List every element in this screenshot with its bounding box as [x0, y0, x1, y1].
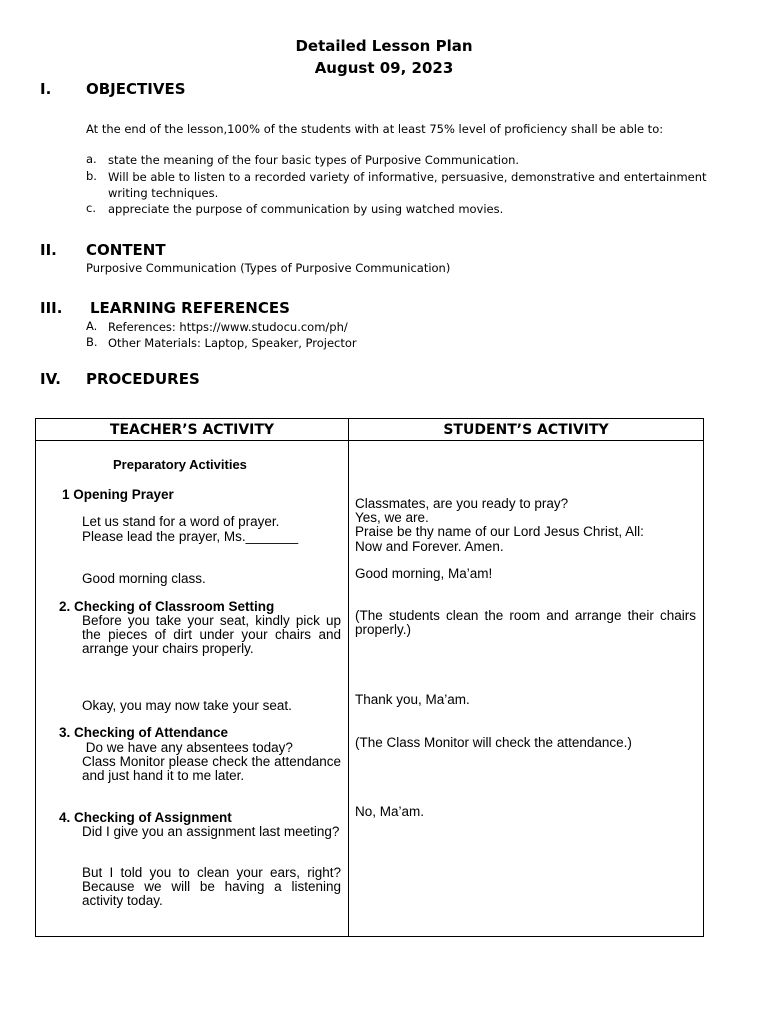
student-greeting: Good morning, Ma’am!: [355, 566, 493, 581]
reference-marker: A.: [86, 319, 98, 333]
preparatory-activities-heading: Preparatory Activities: [113, 457, 247, 472]
attendance-heading: 3. Checking of Attendance: [59, 725, 229, 740]
student-activity-header: STUDENT’S ACTIVITY: [349, 419, 704, 441]
student-yes-line: Yes, we are.: [355, 510, 429, 525]
student-ready-line: Classmates, are you ready to pray?: [355, 496, 569, 511]
student-praise-line: Praise be thy name of our Lord Jesus Christ, All:: [355, 524, 644, 539]
objectives-intro: At the end of the lesson,100% of the students with at least 75% level of proficiency shall be able to:: [86, 122, 664, 136]
section-number-procedures: IV.: [40, 370, 61, 388]
student-praise-line: Now and Forever. Amen.: [355, 539, 504, 554]
section-number-content: II.: [40, 241, 57, 259]
section-number-objectives: I.: [40, 80, 52, 98]
section-number-references: III.: [40, 299, 63, 317]
assignment-note: But I told you to clean your ears, right? Because we will be having a listening activity today.: [82, 865, 341, 908]
document-date: August 09, 2023: [314, 59, 454, 77]
reference-text: Other Materials: Laptop, Speaker, Projector: [108, 336, 357, 350]
section-heading-references: LEARNING REFERENCES: [90, 299, 290, 317]
teacher-activity-cell: [36, 441, 349, 937]
student-activity-cell: [349, 441, 704, 937]
objective-marker: c.: [86, 201, 96, 215]
attendance-question: Do we have any absentees today?: [82, 740, 293, 755]
attendance-instruction: Class Monitor please check the attendance and just hand it to me later.: [82, 754, 341, 783]
content-text: Purposive Communication (Types of Purposive Communication): [86, 261, 451, 275]
objective-text: state the meaning of the four basic types of Purposive Communication.: [108, 153, 520, 167]
teacher-seat-line: Okay, you may now take your seat.: [82, 698, 292, 713]
reference-marker: B.: [86, 335, 98, 349]
document-title: Detailed Lesson Plan: [295, 37, 473, 55]
teacher-prayer-line: Let us stand for a word of prayer.: [82, 514, 280, 529]
teacher-prayer-line: Please lead the prayer, Ms._______: [82, 529, 299, 544]
opening-prayer-heading: 1 Opening Prayer: [62, 487, 174, 502]
student-no-line: No, Ma’am.: [355, 804, 425, 819]
objective-text: appreciate the purpose of communication by using watched movies.: [108, 202, 504, 216]
assignment-heading: 4. Checking of Assignment: [59, 810, 232, 825]
table-header-row: [36, 419, 704, 441]
assignment-question: Did I give you an assignment last meeting?: [82, 824, 340, 839]
classroom-setting-heading: 2. Checking of Classroom Setting: [59, 599, 275, 614]
procedures-table: [35, 418, 704, 937]
section-heading-objectives: OBJECTIVES: [86, 80, 186, 98]
student-clean-line: (The students clean the room and arrange their chairs properly.): [355, 608, 696, 637]
objective-text: Will be able to listen to a recorded variety of informative, persuasive, demonstrative and entertainment: [108, 170, 707, 184]
classroom-setting-text: Before you take your seat, kindly pick up the pieces of dirt under your chairs and arrange your chairs properly.: [82, 613, 341, 656]
objective-marker: a.: [86, 152, 97, 166]
student-thanks-line: Thank you, Ma’am.: [355, 692, 470, 707]
teacher-greeting: Good morning class.: [82, 571, 206, 586]
reference-text: References: https://www.studocu.com/ph/: [108, 320, 348, 334]
table-row: [36, 441, 704, 937]
section-heading-content: CONTENT: [86, 241, 166, 259]
objective-text-continued: writing techniques.: [108, 186, 219, 200]
section-heading-procedures: PROCEDURES: [86, 370, 200, 388]
objective-marker: b.: [86, 169, 97, 183]
student-monitor-line: (The Class Monitor will check the attendance.): [355, 735, 632, 750]
teacher-activity-header: TEACHER’S ACTIVITY: [36, 419, 349, 441]
